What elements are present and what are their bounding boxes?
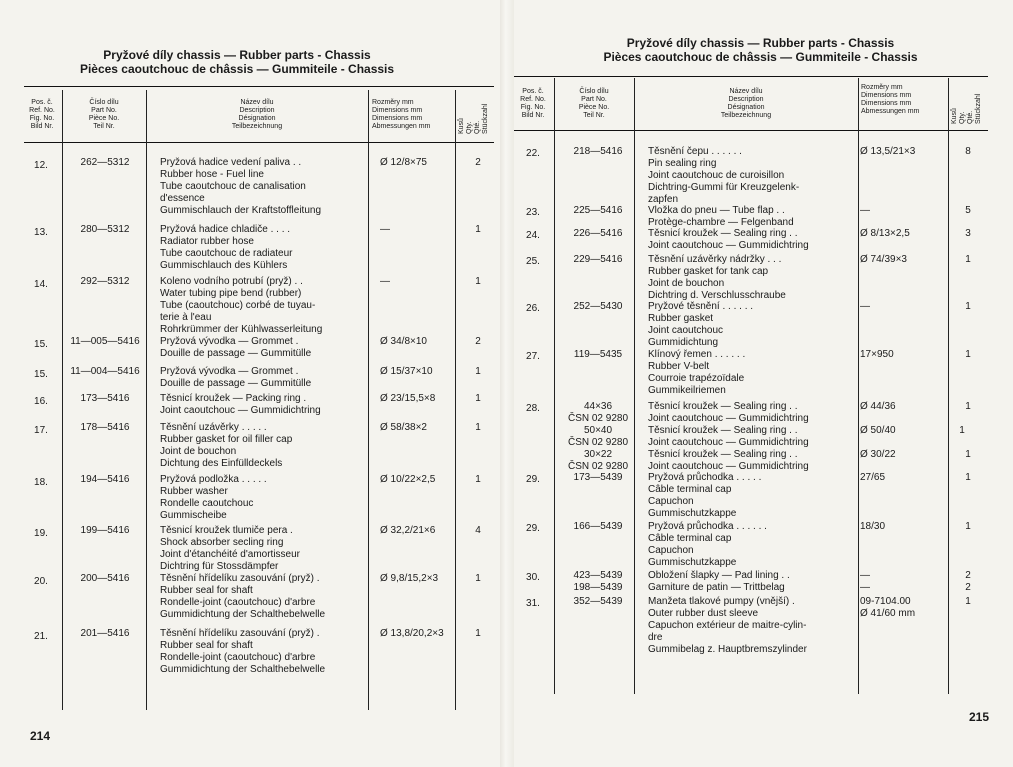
row-dimensions: 27/65: [860, 472, 886, 483]
row-position: 20.: [34, 576, 48, 587]
header-qty-4: Stückzahl: [975, 93, 982, 124]
header-pos: Pos. č. Ref. No. Fig. No. Bild Nr.: [29, 99, 55, 130]
header-part: Číslo dílu Part No. Pièce No. Teil Nr.: [578, 88, 610, 119]
header-dim: Rozměry mm Dimensions mm Dimensions mm Abmessungen mm: [861, 84, 920, 115]
description-line: Klínový řemen . . . . . .: [648, 349, 746, 360]
row-description: [648, 472, 761, 520]
row-position: 26.: [526, 303, 540, 314]
row-quantity: 1: [965, 472, 971, 483]
description-line: Joint caoutchouc — Gummidichtring: [648, 460, 809, 472]
description-line: Rubber seal for shaft: [160, 584, 253, 596]
description-line: Těsnění hřídelíku zasouvání (pryž) .: [160, 573, 320, 584]
description-line: Rondelle-joint (caoutchouc) d'arbre: [160, 651, 316, 663]
description-line: Tube (caoutchouc) corbé de tuyau-: [160, 299, 316, 311]
description-line: Rubber gasket for tank cap: [648, 265, 769, 277]
row-description: [160, 474, 267, 522]
row-dimensions: Ø 32,2/21×6: [380, 525, 436, 536]
row-part-number: 262—5312: [80, 157, 130, 168]
description-line: Rubber V-belt: [648, 360, 710, 372]
header-rule-top: [514, 76, 988, 77]
row-quantity: 1: [965, 301, 971, 312]
row-position: 18.: [34, 477, 48, 488]
description-line: Dichtung des Einfülldeckels: [160, 457, 283, 469]
row-description: [648, 301, 753, 349]
row-dimensions: Ø 8/13×2,5: [860, 228, 910, 239]
description-line: Gummischlauch des Kühlers: [160, 259, 288, 271]
description-line: Rohrkrümmer der Kühlwasserleitung: [160, 323, 323, 335]
row-position: 25.: [526, 256, 540, 267]
row-part-number: 173—5439: [573, 472, 623, 483]
row-quantity: 1: [965, 596, 971, 607]
row-dimensions: Ø 13,8/20,2×3: [380, 628, 444, 639]
row-part-number: 280—5312: [80, 224, 130, 235]
row-part-number: 225—5416: [573, 205, 623, 216]
description-line: Capuchon: [648, 544, 694, 556]
description-line: Joint caoutchouc — Gummidichtring: [160, 404, 321, 416]
row-quantity: 8: [965, 146, 971, 157]
row-description: [160, 628, 325, 676]
description-line: Pryžová podložka . . . . .: [160, 474, 267, 485]
page-subtitle: Pièces caoutchouc de châssis — Gummiteile - Chassis: [79, 62, 395, 76]
description-line: Gummischeibe: [160, 509, 227, 521]
row-dimensions: 09-7104.00 Ø 41/60 mm: [860, 596, 916, 619]
row-quantity: 1: [475, 628, 481, 639]
description-line: Pryžová průchodka . . . . . .: [648, 521, 767, 532]
right-page: [514, 0, 1013, 767]
row-part-number: 201—5416: [80, 628, 130, 639]
header-rule-bottom: [24, 142, 494, 143]
description-line: Rubber washer: [160, 485, 228, 497]
description-line: Joint caoutchouc — Gummidichtring: [648, 239, 809, 251]
header-qty-1: Kusů: [951, 108, 958, 124]
row-quantity: 1: [475, 422, 481, 433]
row-description: [160, 157, 321, 217]
description-line: Obložení šlapky — Pad lining . .: [648, 570, 790, 581]
row-dimensions: Ø 9,8/15,2×3: [380, 573, 439, 584]
row-quantity: 1: [475, 366, 481, 377]
row-quantity: 1: [965, 254, 971, 265]
row-dimensions: Ø 74/39×3: [860, 254, 907, 265]
description-line: Joint caoutchouc de curoisillon: [648, 169, 785, 181]
row-quantity: 3: [965, 228, 971, 239]
row-description: [160, 573, 325, 621]
description-line: Dichtring d. Verschlusschraube: [648, 289, 786, 301]
row-quantity: 1: [475, 276, 481, 287]
row-part-number: 200—5416: [80, 573, 130, 584]
header-desc: Název dílu Description Désignation Teilbezeichnung: [231, 99, 283, 130]
row-quantity: 1: [965, 401, 971, 412]
row-dimensions: — —: [860, 570, 870, 593]
left-page: [0, 0, 500, 767]
row-part-number: 423—5439 198—5439: [573, 570, 623, 593]
row-part-number: 352—5439: [573, 596, 623, 607]
header-part: Číslo dílu Part No. Pièce No. Teil Nr.: [88, 99, 120, 130]
header-desc: Název dílu Description Désignation Teilbezeichnung: [720, 88, 772, 119]
description-line: Rubber seal for shaft: [160, 639, 253, 651]
row-position: 24.: [526, 230, 540, 241]
description-line: Capuchon extérieur de maitre-cylin-: [648, 619, 807, 631]
header-dim: Rozměry mm Dimensions mm Dimensions mm Abmessungen mm: [372, 99, 431, 130]
description-line: Pryžová hadice vedení paliva . .: [160, 157, 302, 168]
row-quantity: 1: [475, 474, 481, 485]
row-dimensions: 18/30: [860, 521, 886, 532]
row-part-number: 218—5416: [573, 146, 623, 157]
row-dimensions: —: [860, 301, 870, 312]
row-dimensions: —: [860, 205, 870, 216]
row-quantity: 5: [965, 205, 971, 216]
description-line: Courroie trapézoïdale: [648, 372, 745, 384]
description-line: Těsnicí kroužek — Sealing ring . .: [648, 228, 798, 239]
row-quantity: 2: [475, 157, 481, 168]
row-position: 15.: [34, 339, 48, 350]
col-divider: [62, 90, 63, 710]
description-line: Manžeta tlakové pumpy (vnější) .: [648, 596, 795, 607]
row-description: [648, 349, 745, 397]
col-divider: [858, 78, 859, 694]
description-line: Rondelle-joint (caoutchouc) d'arbre: [160, 596, 316, 608]
description-line: terie à l'eau: [160, 311, 212, 323]
row-dimensions: —: [380, 224, 390, 235]
description-line: Gummischlauch der Kraftstoffleitung: [160, 204, 322, 216]
description-line: Radiator rubber hose: [160, 235, 254, 247]
description-line: Shock absorber secling ring: [160, 536, 284, 548]
description-line: Pryžová průchodka . . . . .: [648, 472, 762, 483]
row-part-number: 226—5416: [573, 228, 623, 239]
description-line: Těsnicí kroužek — Sealing ring . .: [648, 401, 798, 412]
page-title: Pryžové díly chassis — Rubber parts - Chassis: [626, 36, 895, 50]
row-position: 22.: [526, 148, 540, 159]
row-dimensions: —: [380, 276, 390, 287]
header-qty-1: Kusů: [458, 118, 465, 134]
row-part-number: 166—5439: [573, 521, 623, 532]
row-description: [648, 570, 790, 594]
row-quantity: 1: [475, 393, 481, 404]
row-dimensions: Ø 10/22×2,5: [380, 474, 436, 485]
row-position: 29.: [526, 474, 540, 485]
row-position: 21.: [34, 631, 48, 642]
description-line: Joint de bouchon: [648, 277, 725, 289]
row-position: 30.: [526, 572, 540, 583]
page-subtitle: Pièces caoutchouc de châssis — Gummiteile - Chassis: [603, 50, 918, 64]
description-line: Pryžová vývodka — Grommet .: [160, 336, 299, 347]
description-line: Gummidichtung der Schalthebelwelle: [160, 608, 326, 620]
description-line: Gummibelag z. Hauptbremszylinder: [648, 643, 807, 655]
row-dimensions: Ø 13,5/21×3: [860, 146, 916, 157]
description-line: Joint caoutchouc — Gummidichtring: [648, 436, 809, 448]
row-dimensions: Ø 23/15,5×8: [380, 393, 436, 404]
description-line: Câble terminal cap: [648, 483, 732, 495]
row-position: 19.: [34, 528, 48, 539]
row-description: [648, 254, 786, 302]
row-part-number: 194—5416: [80, 474, 130, 485]
row-dimensions: Ø 58/38×2: [380, 422, 427, 433]
description-line: Câble terminal cap: [648, 532, 732, 544]
description-line: Gummischutzkappe: [648, 556, 737, 568]
header-pos: Pos. č. Ref. No. Fig. No. Bild Nr.: [520, 88, 546, 119]
row-part-number: 11—004—5416: [70, 366, 140, 377]
description-line: Garniture de patin — Trittbelag: [648, 581, 785, 593]
description-line: Joint caoutchouc — Gummidichtring: [648, 412, 809, 424]
description-line: Pryžové těsnění . . . . . .: [648, 301, 754, 312]
row-part-number: 44×36 ČSN 02 9280 50×40 ČSN 02 9280 30×22 ČSN 02 9280: [567, 401, 629, 472]
header-qty-2: Qty.: [959, 111, 966, 124]
row-quantity: 1: [475, 573, 481, 584]
row-dimensions: Ø 30/22: [860, 448, 896, 460]
row-description: [160, 336, 311, 360]
description-line: d'essence: [160, 192, 205, 204]
row-dimensions: Ø 50/40: [860, 424, 896, 436]
row-dimensions: Ø 12/8×75: [380, 157, 427, 168]
description-line: Joint caoutchouc: [648, 324, 724, 336]
row-quantity: 2: [475, 336, 481, 347]
row-quantity: 1: [965, 349, 971, 360]
row-position: 28.: [526, 403, 540, 414]
page-gutter: [500, 0, 514, 767]
col-divider: [554, 78, 555, 694]
header-qty-2: Qty.: [466, 121, 473, 134]
col-divider: [948, 78, 949, 694]
row-description: [160, 276, 322, 336]
description-line: Protège-chambre — Felgenband: [648, 216, 794, 228]
row-position: 12.: [34, 160, 48, 171]
row-position: 23.: [526, 207, 540, 218]
description-line: Douille de passage — Gummitülle: [160, 347, 312, 359]
row-description: [160, 366, 311, 390]
description-line: Těsnicí kroužek — Sealing ring . .: [648, 448, 798, 460]
col-divider: [455, 90, 456, 710]
description-line: Pryžová hadice chladiče . . . .: [160, 224, 291, 235]
row-position: 15.: [34, 369, 48, 380]
row-quantity: 1: [959, 424, 965, 436]
page-title: Pryžové díly chassis — Rubber parts - Chassis: [103, 48, 371, 62]
row-part-number: 252—5430: [573, 301, 623, 312]
description-line: Těsnění uzávěrky nádržky . . .: [648, 254, 782, 265]
description-line: Tube caoutchouc de canalisation: [160, 180, 306, 192]
row-part-number: 229—5416: [573, 254, 623, 265]
page-number: 214: [30, 729, 51, 743]
description-line: Těsnicí kroužek tlumiče pera .: [160, 525, 293, 536]
description-line: Vložka do pneu — Tube flap . .: [648, 205, 785, 216]
row-part-number: 119—5435: [573, 349, 623, 360]
description-line: zapfen: [648, 193, 679, 205]
header-rule-top: [24, 86, 494, 87]
description-line: Outer rubber dust sleeve: [648, 607, 759, 619]
row-description: [648, 521, 767, 569]
description-line: Pin sealing ring: [648, 157, 717, 169]
description-line: Těsnění hřídelíku zasouvání (pryž) .: [160, 628, 320, 639]
header-qty-3: Qté.: [474, 120, 481, 134]
row-position: 29.: [526, 523, 540, 534]
description-line: Rubber hose - Fuel line: [160, 168, 264, 180]
description-line: Těsnicí kroužek — Sealing ring . .: [648, 424, 798, 436]
description-line: Těsnění čepu . . . . . .: [648, 146, 742, 157]
row-description: [160, 525, 300, 573]
description-line: Capuchon: [648, 495, 694, 507]
row-dimensions: Ø 34/8×10: [380, 336, 427, 347]
description-line: Joint d'étanchéité d'amortisseur: [160, 548, 301, 560]
row-dimensions: 17×950: [860, 349, 894, 360]
header-rule-bottom: [514, 130, 988, 131]
row-part-number: 11—005—5416: [70, 336, 140, 347]
description-line: Těsnění uzávěrky . . . . .: [160, 422, 267, 433]
row-description: [648, 228, 809, 252]
row-part-number: 173—5416: [80, 393, 130, 404]
row-description: [648, 205, 794, 229]
row-position: 16.: [34, 396, 48, 407]
row-dimensions: Ø 44/36: [860, 401, 896, 412]
header-qty-4: Stückzahl: [482, 103, 489, 134]
row-description: [648, 146, 799, 206]
row-quantity: 1: [965, 448, 971, 460]
description-line: Dichtring für Stossdämpfer: [160, 560, 279, 572]
description-line: Pryžová vývodka — Grommet .: [160, 366, 299, 377]
row-description: [648, 596, 807, 656]
description-line: Rubber gasket for oil filler cap: [160, 433, 293, 445]
row-description: [160, 422, 292, 470]
col-divider: [146, 90, 147, 710]
row-quantity: 1: [475, 224, 481, 235]
row-quantity: 1: [965, 521, 971, 532]
row-position: 14.: [34, 279, 48, 290]
row-quantity: 2 2: [965, 570, 971, 593]
row-position: 13.: [34, 227, 48, 238]
description-line: Joint de bouchon: [160, 445, 237, 457]
description-line: Douille de passage — Gummitülle: [160, 377, 312, 389]
description-line: Gummikeilriemen: [648, 384, 726, 396]
row-quantity: 4: [475, 525, 481, 536]
row-part-number: 292—5312: [80, 276, 130, 287]
description-line: Gummidichtung: [648, 336, 719, 348]
description-line: Koleno vodního potrubí (pryž) . .: [160, 276, 303, 287]
description-line: dre: [648, 631, 663, 643]
description-line: Tube caoutchouc de radiateur: [160, 247, 293, 259]
description-line: Gummischutzkappe: [648, 507, 737, 519]
row-part-number: 199—5416: [80, 525, 130, 536]
description-line: Dichtring-Gummi für Kreuzgelenk-: [648, 181, 800, 193]
row-description: [160, 393, 321, 417]
row-part-number: 178—5416: [80, 422, 130, 433]
description-line: Rondelle caoutchouc: [160, 497, 254, 509]
col-divider: [368, 90, 369, 710]
description-line: Gummidichtung der Schalthebelwelle: [160, 663, 326, 675]
row-position: 27.: [526, 351, 540, 362]
row-description: [160, 224, 293, 272]
row-dimensions: Ø 15/37×10: [380, 366, 433, 377]
description-line: Těsnicí kroužek — Packing ring .: [160, 393, 307, 404]
page-number: 215: [969, 710, 990, 724]
description-line: Rubber gasket: [648, 312, 714, 324]
row-position: 17.: [34, 425, 48, 436]
row-position: 31.: [526, 598, 540, 609]
header-qty-3: Qté.: [967, 110, 974, 124]
row-description: [648, 401, 809, 472]
description-line: Water tubing pipe bend (rubber): [160, 287, 302, 299]
